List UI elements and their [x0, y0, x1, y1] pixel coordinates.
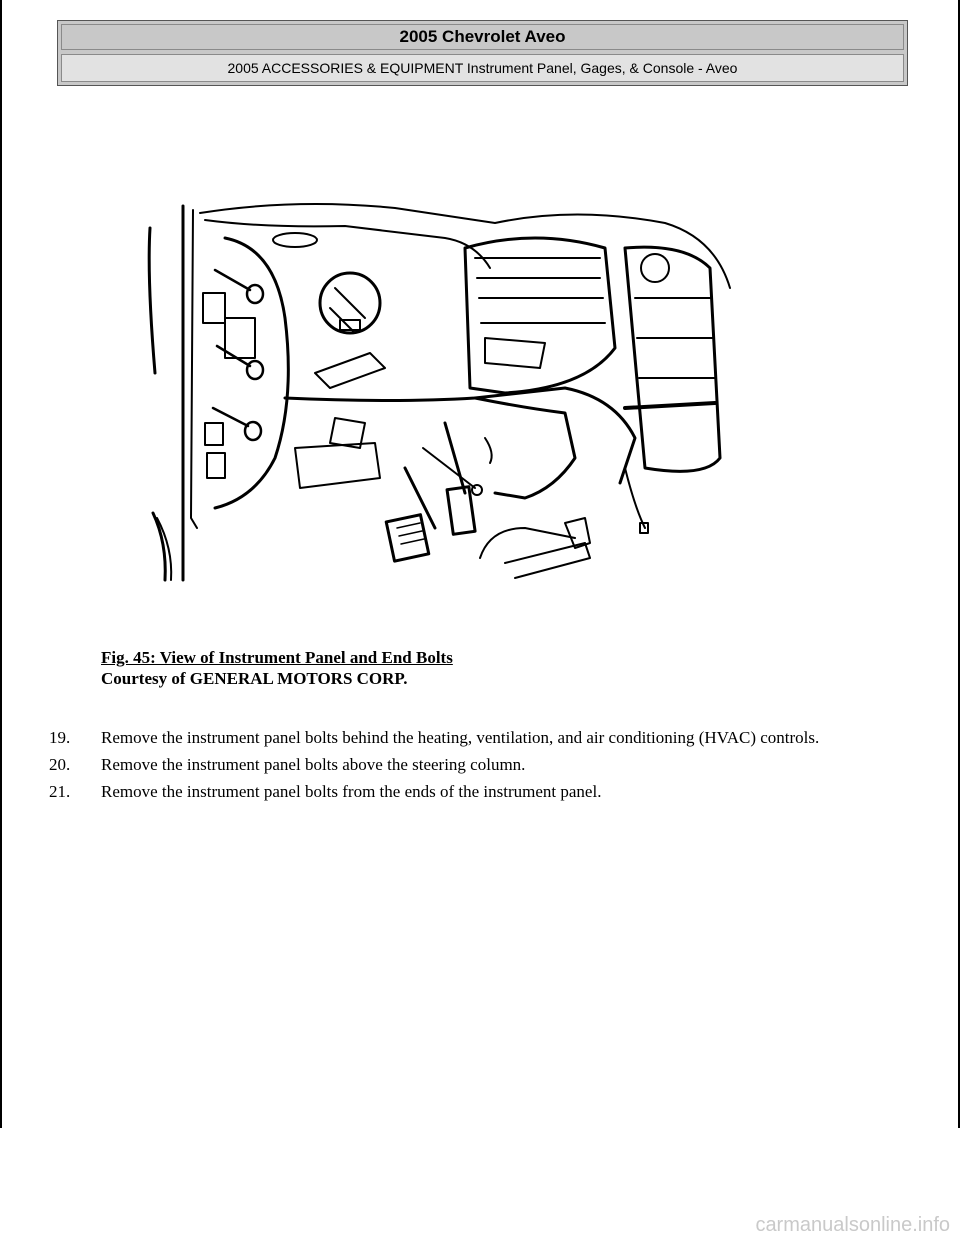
figure-credit: Courtesy of GENERAL MOTORS CORP.: [101, 669, 408, 688]
header-subtitle: 2005 ACCESSORIES & EQUIPMENT Instrument Panel, Gages, & Console - Aveo: [61, 54, 904, 82]
header-title: 2005 Chevrolet Aveo: [61, 24, 904, 50]
figure-caption: [101, 647, 453, 689]
step-text: Remove the instrument panel bolts above the steering column.: [101, 755, 526, 774]
watermark-strip: [0, 1128, 960, 1242]
figure-title: Fig. 45: View of Instrument Panel and End Bolts: [101, 648, 453, 667]
procedure-steps: [49, 728, 929, 809]
step-item: [49, 755, 929, 782]
instrument-panel-illustration: [145, 198, 735, 583]
step-item: [49, 782, 929, 809]
step-text: Remove the instrument panel bolts behind the heating, ventilation, and air conditioning (HVAC) controls.: [101, 728, 820, 747]
watermark-text: carmanualsonline.info: [755, 1214, 950, 1236]
step-number: 21.: [49, 782, 71, 801]
page-border-left: [0, 0, 2, 1128]
step-number: 19.: [49, 728, 71, 747]
step-number: 20.: [49, 755, 71, 774]
step-text: Remove the instrument panel bolts from the ends of the instrument panel.: [101, 782, 602, 801]
document-header: [57, 20, 908, 86]
step-item: [49, 728, 929, 755]
